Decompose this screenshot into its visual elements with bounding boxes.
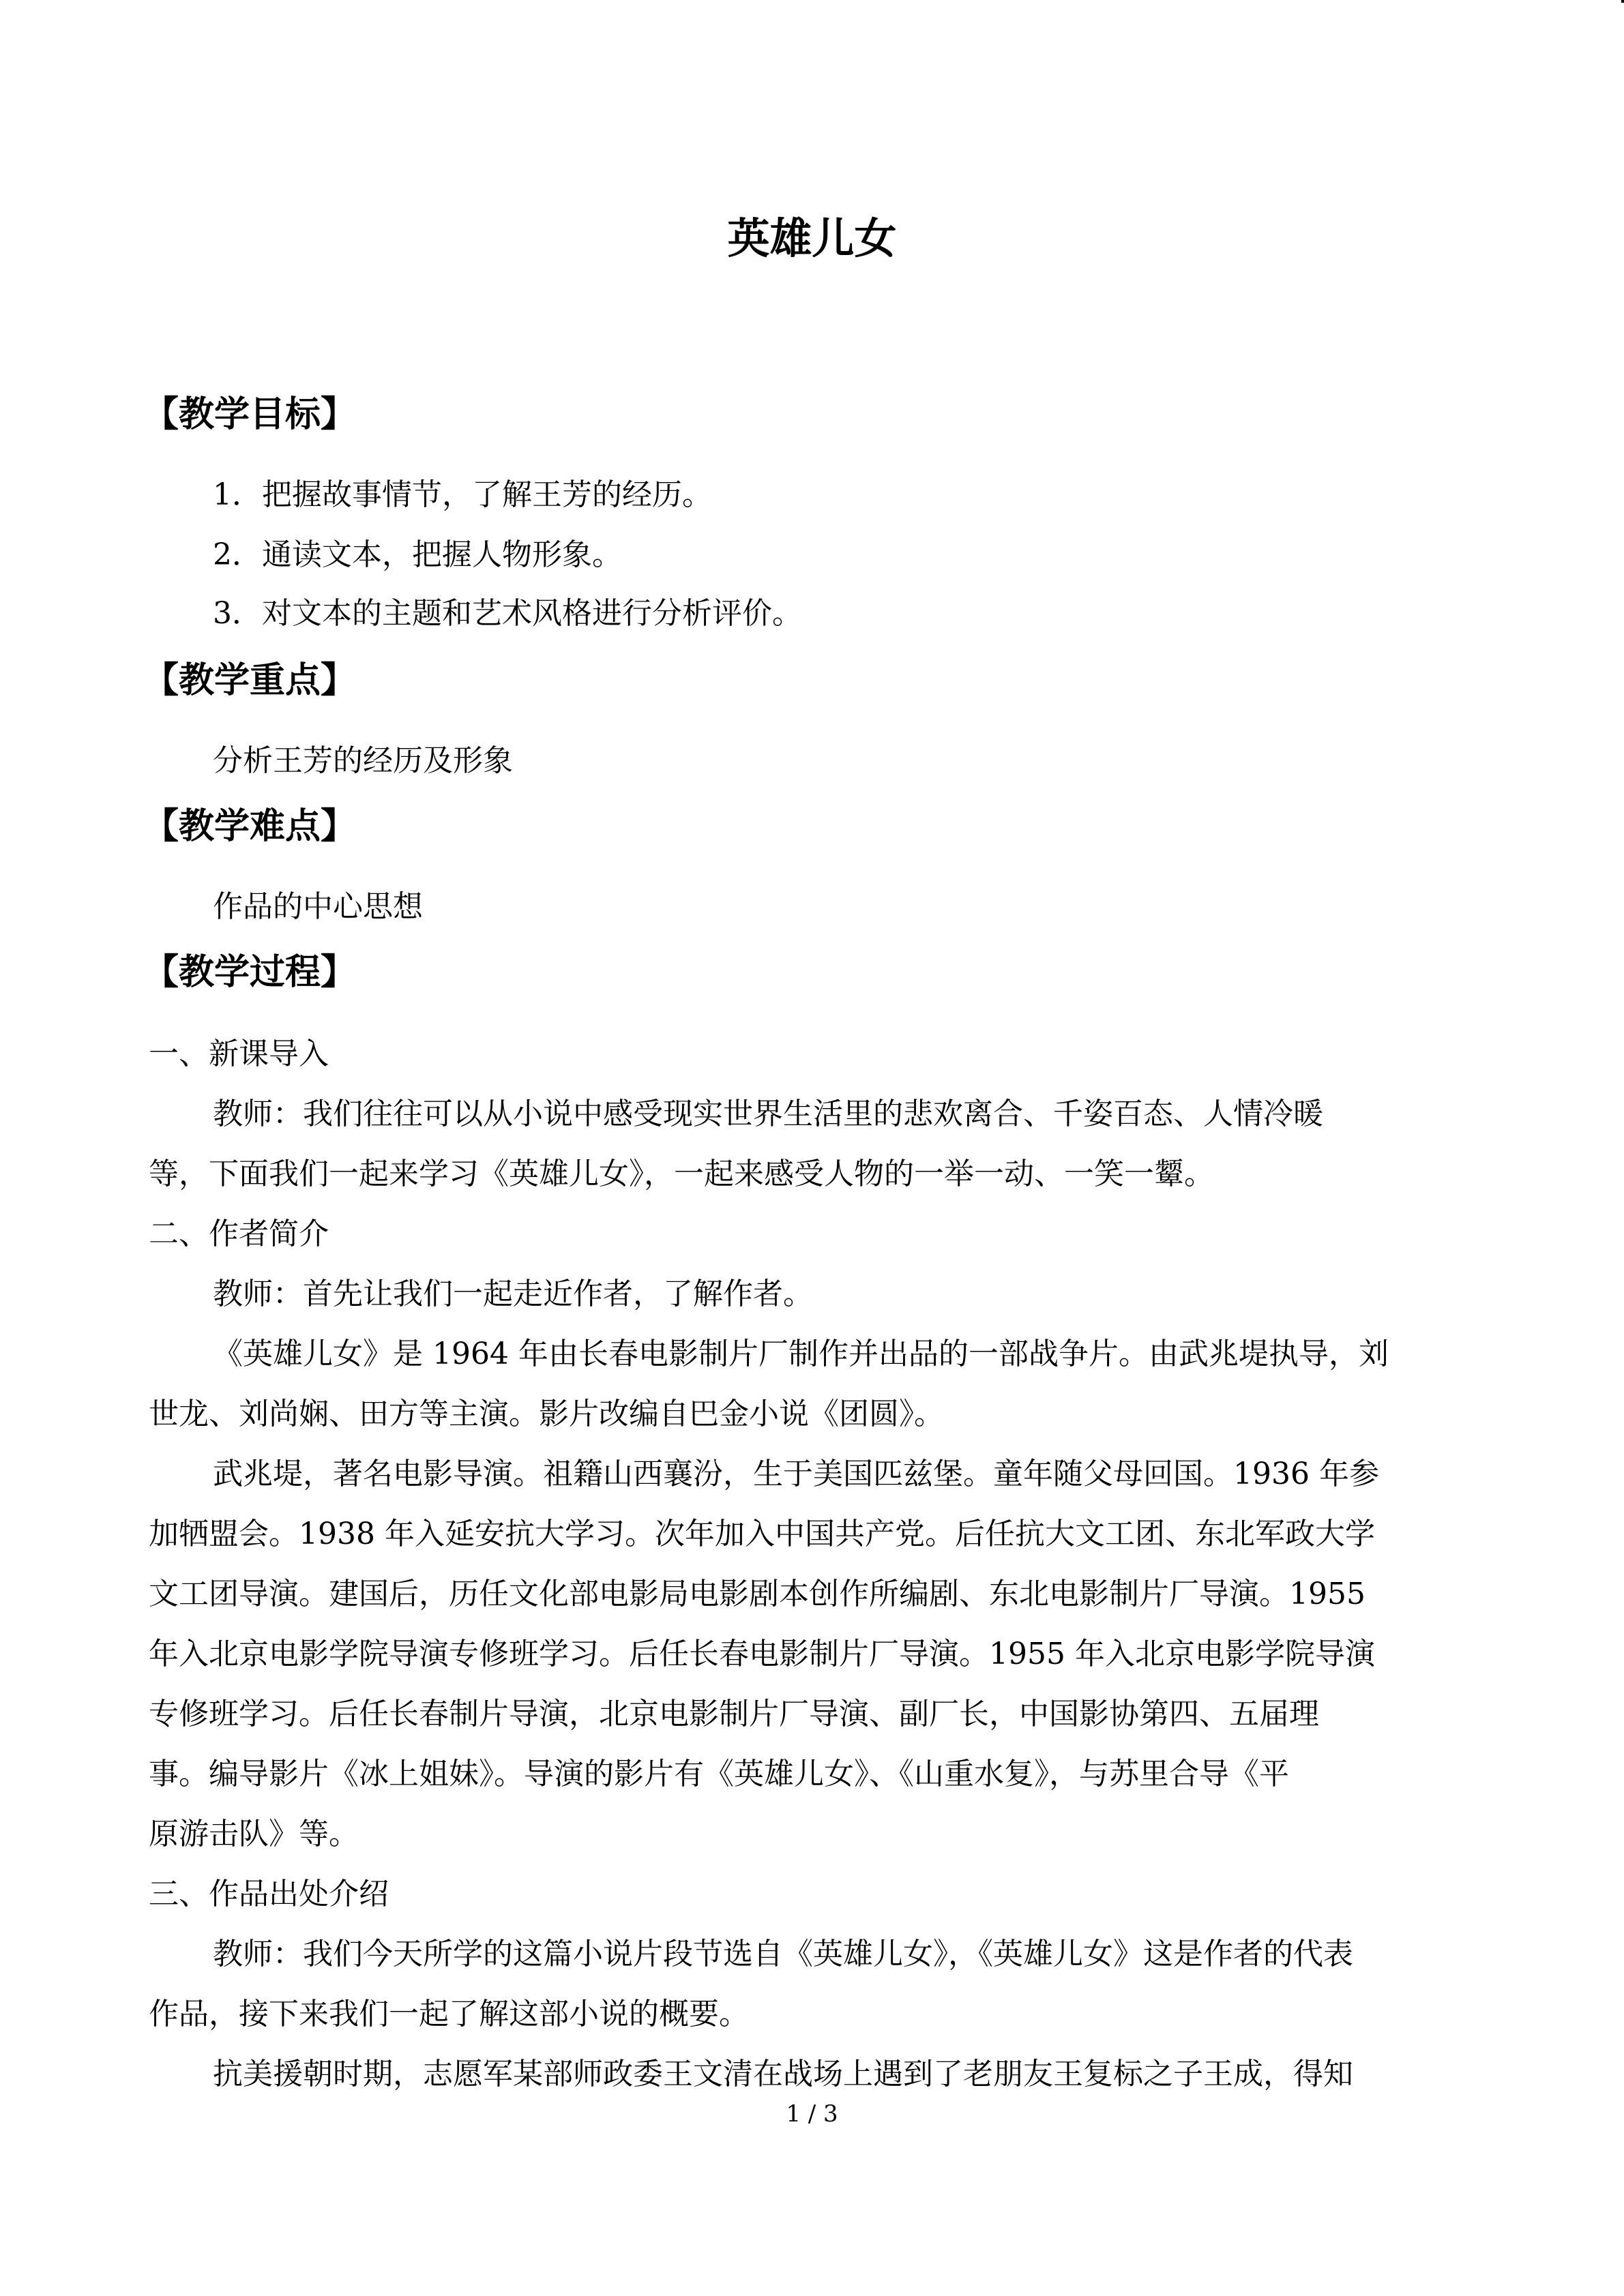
paragraph-line: 年入北京电影学院导演专修班学习。后任长春电影制片厂导演。1955 年入北京电影学院导演 (149, 1637, 1375, 1671)
paragraph-line: 《英雄儿女》是 1964 年由长春电影制片厂制作并出品的一部战争片。由武兆堤执导，刘 (213, 1337, 1389, 1371)
paragraph-line: 教师：我们今天所学的这篇小说片段节选自《英雄儿女》，《英雄儿女》这是作者的代表 (213, 1937, 1353, 1971)
paragraph-line: 文工团导演。建国后，历任文化部电影局电影剧本创作所编剧、东北电影制片厂导演。1955 (149, 1577, 1365, 1611)
heading-process: 【教学过程】 (143, 952, 357, 993)
paragraph-line: 作品，接下来我们一起了解这部小说的概要。 (149, 1997, 749, 2031)
section-title-3: 三、作品出处介绍 (149, 1877, 389, 1911)
paragraph-line: 等，下面我们一起来学习《英雄儿女》，一起来感受人物的一举一动、一笑一颦。 (149, 1157, 1214, 1191)
paragraph-line: 专修班学习。后任长春制片导演，北京电影制片厂导演、副厂长，中国影协第四、五届理 (149, 1697, 1319, 1731)
heading-objectives: 【教学目标】 (143, 394, 357, 435)
key-point-text: 分析王芳的经历及形象 (213, 743, 513, 778)
section-title-1: 一、新课导入 (149, 1037, 329, 1071)
paragraph-line: 加牺盟会。1938 年入延安抗大学习。次年加入中国共产党。后任抗大文工团、东北军政大学 (149, 1517, 1375, 1551)
heading-difficulties: 【教学难点】 (143, 806, 357, 847)
objective-item-3: 3．对文本的主题和艺术风格进行分析评价。 (213, 596, 802, 631)
paragraph-line: 教师：首先让我们一起走近作者，了解作者。 (213, 1277, 813, 1311)
paragraph-line: 原游击队》等。 (149, 1817, 359, 1851)
section-title-2: 二、作者简介 (149, 1217, 329, 1251)
objective-item-1: 1．把握故事情节，了解王芳的经历。 (213, 477, 712, 512)
paragraph-line: 教师：我们往往可以从小说中感受现实世界生活里的悲欢离合、千姿百态、人情冷暖 (213, 1097, 1323, 1131)
page-corner-mark (1621, 0, 1624, 3)
paragraph-line: 武兆堤，著名电影导演。祖籍山西襄汾，生于美国匹兹堡。童年随父母回国。1936 年参 (213, 1457, 1379, 1491)
difficulty-text: 作品的中心思想 (213, 889, 423, 924)
page-number: 1 / 3 (786, 2100, 838, 2128)
paragraph-line: 世龙、刘尚娴、田方等主演。影片改编自巴金小说《团圆》。 (149, 1397, 944, 1431)
objective-item-2: 2．通读文本，把握人物形象。 (213, 537, 622, 572)
paragraph-line: 事。编导影片《冰上姐妹》。导演的影片有《英雄儿女》、《山重水复》，与苏里合导《平 (149, 1757, 1289, 1791)
heading-key-points: 【教学重点】 (143, 660, 357, 701)
paragraph-line: 抗美援朝时期，志愿军某部师政委王文清在战场上遇到了老朋友王复标之子王成，得知 (213, 2057, 1353, 2091)
page-title: 英雄儿女 (727, 213, 897, 263)
